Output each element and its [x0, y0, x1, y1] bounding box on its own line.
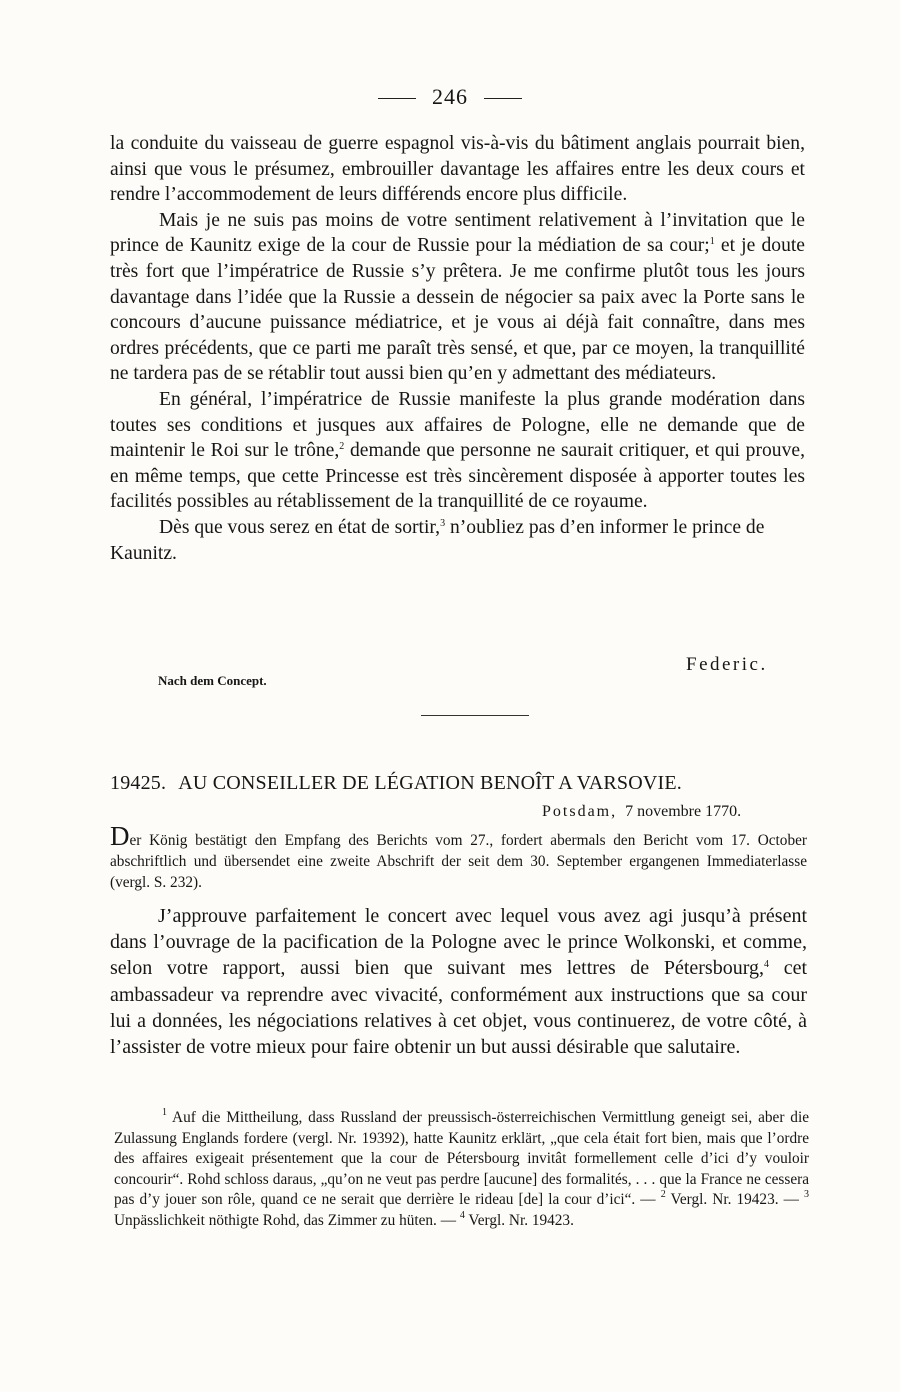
page-number: 246 — [432, 84, 468, 109]
footnote-mark: 2 — [660, 1189, 666, 1201]
footnotes-paragraph — [114, 1108, 809, 1232]
paragraph-2-text-b: et je doute très fort que l’impératrice de Russie s’y prêtera. Je me confirme plutôt tous les jours davantage dans l’idée que la Russie a dessein de négocier sa paix avec la Porte sans le concours d’aucune puissance médiatrice, et je vous ai déjà fait connaître, dans mes ordres précédents, que ce parti me paraît très sensé, et que, par ce moyen, la tranquillité ne tardera pas de se rétablir tout aussi bien qu’en y admettant des médiateurs. — [110, 235, 806, 385]
footnote-text: Vergl. Nr. 19423. — [468, 1211, 574, 1229]
paragraph-4 — [110, 515, 805, 566]
letter-text-a: J’approuve parfaitement le concert avec lequel vous avez agi jusqu’à présent dans l’ouvrage de la pacification de la Pologne avec le prince Wolkonski, et comme, selon votre rapport, aussi bien que suivant mes lettres de Pétersbourg, — [110, 905, 807, 980]
footnote-ref-3: 3 — [440, 517, 446, 529]
footnote-mark: 4 — [459, 1209, 465, 1221]
letter-text-b: cet ambassadeur va reprendre avec vivacité, conformément aux instructions que sa cour lui a données, les négociations relatives à cet objet, vous continuerez, de votre côté, à l’assister de votre mieux pour faire obtenir un but aussi désirable que salutaire. — [110, 957, 807, 1059]
summary-initial: D — [110, 821, 130, 851]
date: 7 novembre 1770. — [625, 803, 742, 820]
document-title: AU CONSEILLER DE LÉGATION BENOÎT A VARSOVIE. — [178, 772, 683, 794]
letter-body — [110, 903, 807, 1060]
paragraph-2-text-a: Mais je ne suis pas moins de votre sentiment relativement à l’invitation que le prince de Kaunitz exige de la cour de Russie pour la médiation de sa cour; — [110, 209, 805, 257]
editorial-summary — [110, 821, 807, 894]
footnote-mark: 3 — [804, 1189, 810, 1201]
footnote-mark: 1 — [162, 1107, 167, 1118]
paragraph-4-text-b: n’oubliez pas d’en informer le prince de Kaunitz. — [110, 516, 765, 564]
footnote-ref-1: 1 — [709, 236, 715, 248]
footnote-text: Vergl. Nr. 19423. — — [670, 1191, 799, 1209]
header-dash-right — [484, 98, 522, 99]
footnote-text: Unpässlichkeit nöthigte Rohd, das Zimmer zu hüten. — — [114, 1211, 456, 1229]
continued-letter-text — [110, 131, 805, 566]
place: Potsdam, — [542, 803, 618, 820]
footnote-text: Auf die Mittheilung, dass Russland der preussisch-österreichischen Vermittlung geneigt sei, aber die Zulassung Englands fordere (vergl. Nr. 19392), hatte Kaunitz erklärt, „que cela était fort bien, mais que l’ordre des affaires exigeait présentement que la cour de Pétersbourg invitât formellement celle d’ici d’y vouloir concourir“. Rohd schloss daraus, „qu’on ne veut pas perdre [aucune] des formalités, . . . que la France ne cessera pas d’y jouer son rôle, quand ce ne serait que derrière le rideau [de] la cour d’ici“. — — [114, 1109, 809, 1209]
section-divider — [421, 715, 529, 716]
summary-text: er König bestätigt den Empfang des Berichts vom 27., fordert abermals den Bericht vom 17. October abschriftlich und übersendet eine zweite Abschrift der seit dem 30. September ergangenen Immediaterlasse (vergl. S. 232). — [110, 832, 807, 892]
page-header — [0, 84, 900, 110]
source-note: Nach dem Concept. — [158, 673, 267, 688]
footnote-ref-2: 2 — [339, 441, 345, 453]
paragraph-1 — [110, 131, 805, 208]
document-heading — [110, 772, 810, 795]
place-date-line — [542, 803, 741, 821]
paragraph-3-text-a: En général, l’impératrice de Russie manifeste la plus grande modération dans toutes ses conditions et jusques aux affaires de Pologne, elle ne demande que de maintenir le Roi sur le trône, — [110, 388, 805, 462]
paragraph-1-text: la conduite du vaisseau de guerre espagnol vis-à-vis du bâtiment anglais pourrait bien, ainsi que vous le présumez, embrouiller davantage les affaires entre les deux cours et rendre l’accommodement de leurs différends encore plus difficile. — [110, 133, 805, 206]
footnotes — [114, 1108, 809, 1232]
letter-paragraph — [110, 903, 807, 1060]
header-dash-left — [378, 98, 416, 99]
paragraph-3-text-b: demande que personne ne saurait critiquer, et qui prouve, en même temps, que cette Princesse est très sincèrement disposée à apporter toutes les facilités possibles au rétablissement de la tranquillité de ce royaume. — [110, 440, 805, 513]
paragraph-2 — [110, 208, 805, 387]
signature: Federic. — [686, 654, 768, 675]
footnote-ref-4: 4 — [764, 959, 770, 971]
paragraph-3 — [110, 387, 805, 515]
paragraph-4-text-a: Dès que vous serez en état de sortir, — [159, 516, 441, 538]
document-number: 19425. — [110, 772, 167, 794]
